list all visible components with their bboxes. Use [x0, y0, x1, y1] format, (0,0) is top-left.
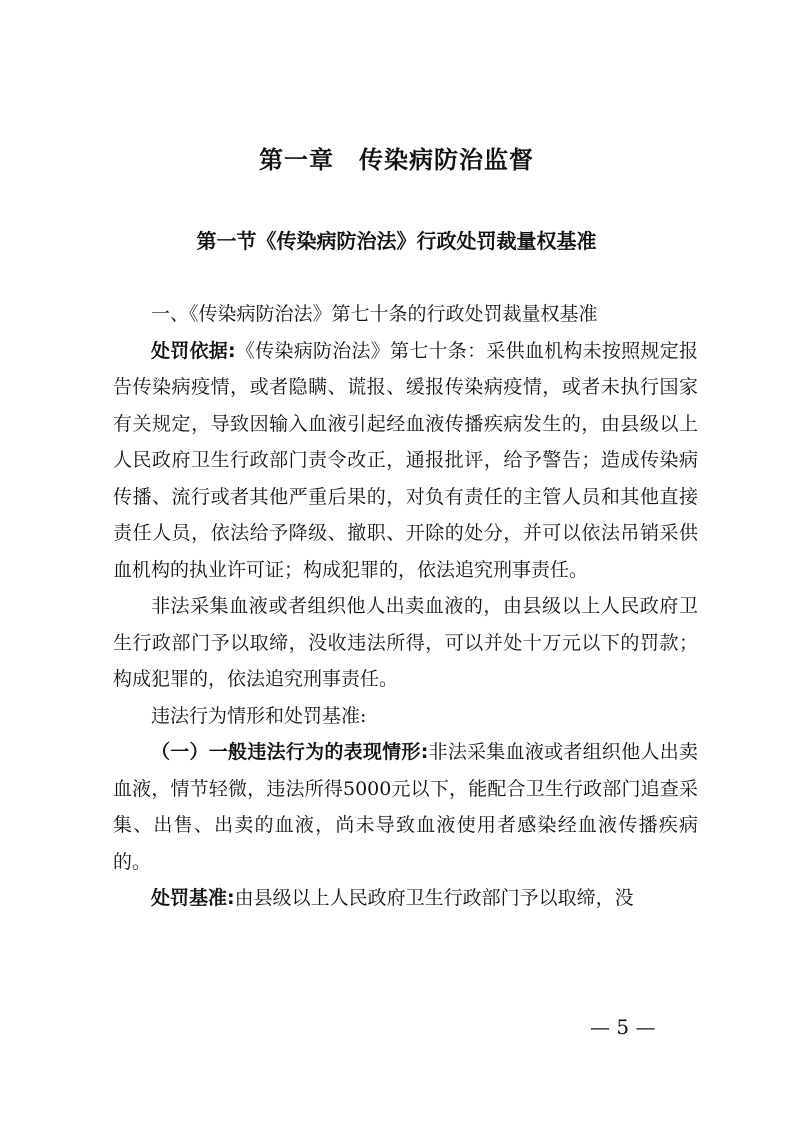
general-violation-paragraph [113, 734, 698, 880]
illegal-blood-text: 非法采集血液或者组织他人出卖血液的，由县级以上人民政府卫生行政部门予以取缔，没收违法所得，可以并处十万元以下的罚款；构成犯罪的，依法追究刑事责任。 [113, 595, 698, 690]
violation-cases-text: 违法行为情形和处罚基准: [151, 704, 367, 727]
article-heading-text: 一、《传染病防治法》第七十条的行政处罚裁量权基准 [151, 303, 598, 325]
penalty-standard-paragraph [113, 880, 698, 917]
section-title: 第一节《传染病防治法》行政处罚裁量权基准 [196, 229, 597, 253]
violation-cases-heading [113, 698, 698, 735]
illegal-blood-paragraph [113, 588, 698, 698]
document-body [113, 296, 698, 917]
article-heading [113, 296, 698, 333]
penalty-standard-label: 处罚基准: [151, 887, 235, 909]
chapter-title: 第一章 传染病防治监督 [259, 146, 534, 174]
page-number: — 5 — [590, 1015, 656, 1039]
general-violation-label: （一）一般违法行为的表现情形: [151, 741, 429, 763]
general-violation-text: 非法采集血液或者组织他人出卖血液，情节轻微，违法所得5000元以下，能配合卫生行政部门追查采集、出售、出卖的血液，尚未导致血液使用者感染经血液传播疾病的。 [113, 741, 698, 873]
penalty-basis-paragraph [113, 333, 698, 589]
penalty-basis-label: 处罚依据: [151, 339, 236, 362]
penalty-standard-text: 由县级以上人民政府卫生行政部门予以取缔，没 [234, 887, 634, 909]
penalty-basis-text: 《传染病防治法》第七十条：采供血机构未按照规定报告传染病疫情，或者隐瞒、谎报、缓报传染病疫情，或者未执行国家有关规定，导致因输入血液引起经血液传播疾病发生的，由县级以上人民政府卫生行政部门责令改正，通报批评，给予警告；造成传染病传播、流行或者其他严重后果的，对负有责任的主管人员和其他直接责任人员，依法给予降级、撤职、开除的处分，并可以依法吊销采供血机构的执业许可证；构成犯罪的，依法追究刑事责任。 [113, 339, 698, 581]
